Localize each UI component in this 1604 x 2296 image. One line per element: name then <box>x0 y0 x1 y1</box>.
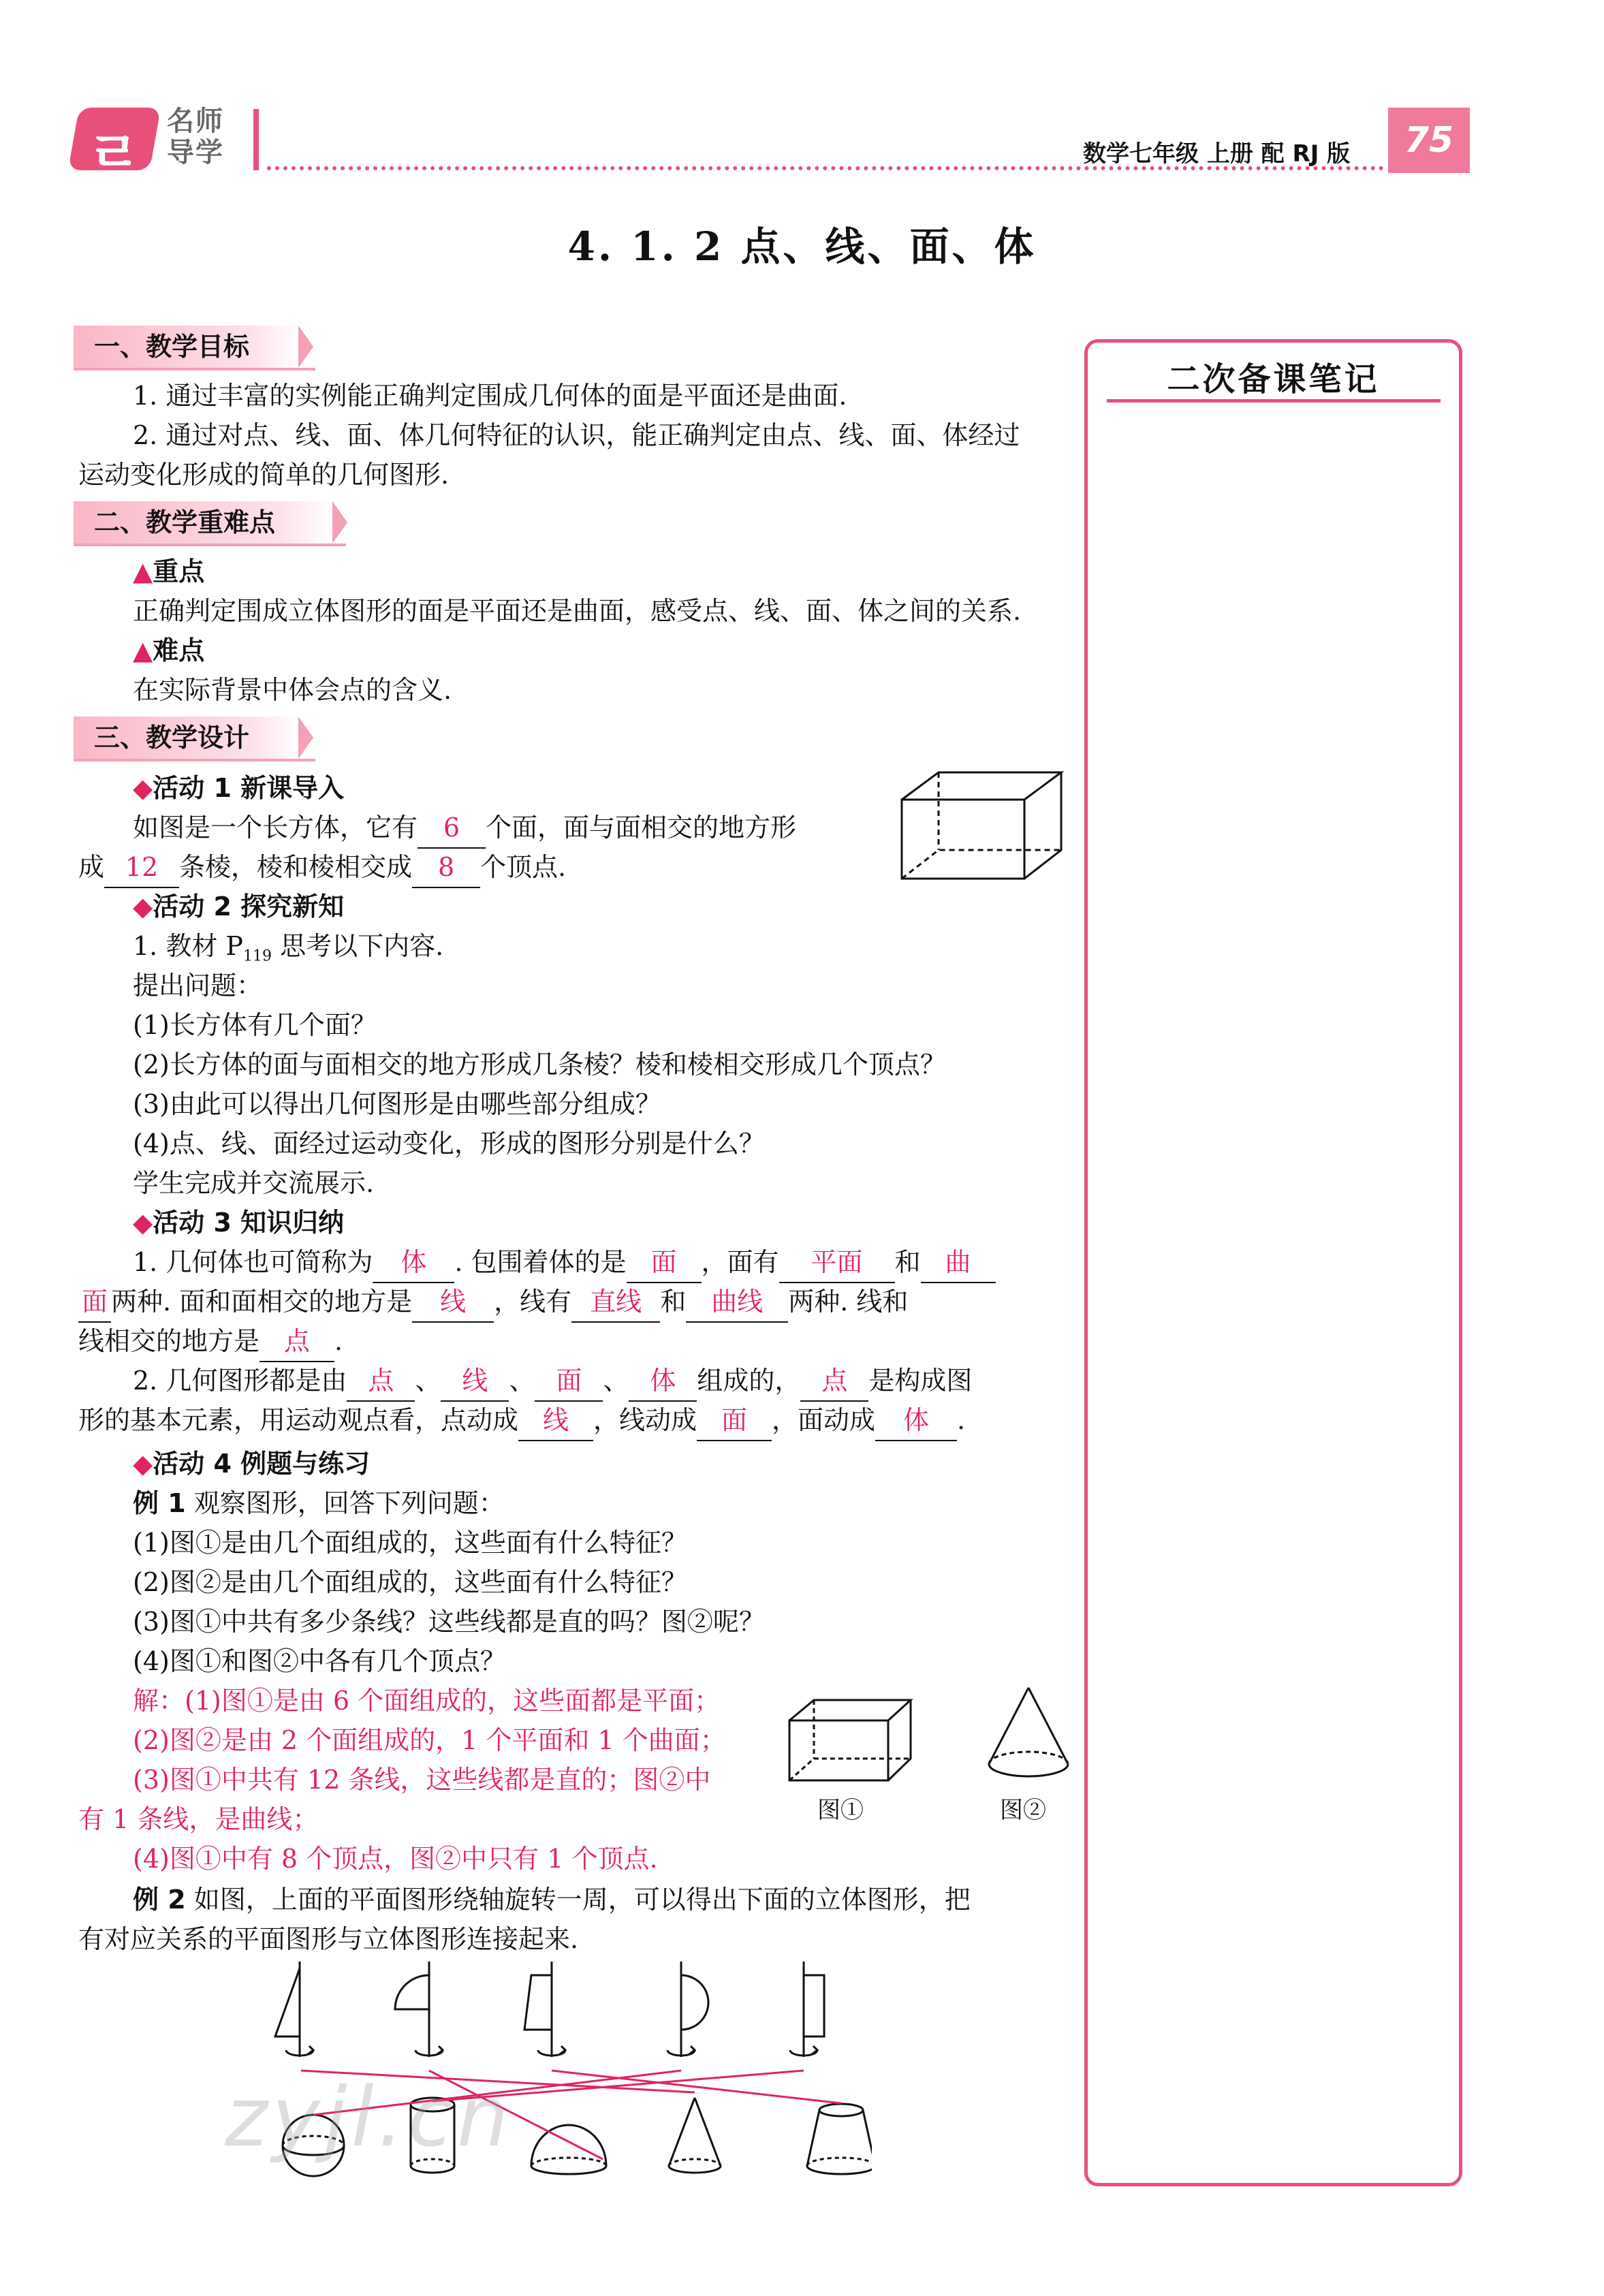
answer-blank: 8 <box>412 847 480 888</box>
solid-hemisphere <box>531 2125 606 2174</box>
activity-4-label <box>133 1444 370 1483</box>
goal-2a: 2. 通过对点、线、面、体几何特征的认识，能正确判定由点、线、面、体经过 <box>133 420 1020 450</box>
plane-figure-rectangle <box>790 1962 824 2057</box>
text: 是构成图 <box>868 1366 973 1396</box>
answer-2: (2)图②是由 2 个面组成的，1 个平面和 1 个曲面； <box>133 1725 726 1755</box>
plane-figure-triangle <box>275 1962 313 2057</box>
text: 观察图形，回答下列问题： <box>185 1488 505 1518</box>
text: ，面动成 <box>772 1405 876 1435</box>
triangle-icon: ▲ <box>133 635 153 665</box>
text: . <box>957 1405 966 1435</box>
key-label-text: 重点 <box>153 556 205 586</box>
figure-1-caption: 图① <box>817 1797 864 1824</box>
answer-3a: (3)图①中共有 12 条线，这些线都是直的；图②中 <box>133 1765 711 1795</box>
answer-blank: 面 <box>535 1361 603 1402</box>
text: 、 <box>509 1366 535 1396</box>
notes-title: 二次备课笔记 <box>1167 360 1380 398</box>
activity-2-line-2: 提出问题： <box>133 971 263 1001</box>
example-1-q1: (1)图①是由几个面组成的，这些面有什么特征？ <box>133 1528 687 1558</box>
text: 形的基本元素，用运动观点看，点动成 <box>78 1405 519 1435</box>
answer-1: 解：(1)图①是由 6 个面组成的，这些面都是平面； <box>133 1686 721 1716</box>
answer-blank: 面 <box>78 1282 111 1323</box>
goal-2b: 运动变化形成的简单的几何图形. <box>78 460 450 490</box>
answer-blank: 体 <box>373 1242 454 1283</box>
logo-icon: ㄹ <box>87 121 142 186</box>
answer-blank: 面 <box>697 1400 772 1441</box>
text: 条棱，棱和棱相交成 <box>179 852 413 882</box>
logo-text-2: 导学 <box>167 137 224 168</box>
activity-3-p2-line-1 <box>133 1361 972 1402</box>
answer-4: (4)图①中有 8 个顶点，图②中只有 1 个顶点. <box>133 1844 658 1874</box>
key-label <box>133 552 204 591</box>
example-2-line-2: 有对应关系的平面图形与立体图形连接起来. <box>78 1924 579 1954</box>
activity-4-title: 活动 4 例题与练习 <box>153 1449 371 1479</box>
answer-blank: 线 <box>518 1400 593 1441</box>
book-info: 数学七年级 上册 配 RJ 版 <box>1083 140 1351 168</box>
difficulty-label-text: 难点 <box>153 635 205 665</box>
answer-blank: 线 <box>441 1361 509 1402</box>
text: 如图，上面的平面图形绕轴旋转一周，可以得出下面的立体图形，把 <box>185 1885 971 1915</box>
activity-2-title: 活动 2 探究新知 <box>153 892 345 922</box>
figure-2-cone <box>981 1682 1076 1784</box>
section-underline <box>74 368 315 371</box>
notes-box <box>1084 339 1462 2186</box>
text: 个顶点. <box>480 852 567 882</box>
activity-3-title: 活动 3 知识归纳 <box>153 1208 345 1238</box>
activity-1-line-1 <box>133 808 796 849</box>
answer-blank: 线 <box>412 1282 494 1323</box>
watermark: zyjl.cn <box>225 2071 513 2165</box>
page-number: 75 <box>1388 108 1470 173</box>
answer-blank: 曲线 <box>686 1282 788 1323</box>
answer-blank: 直线 <box>571 1282 660 1323</box>
question-2: (2)长方体的面与面相交的地方形成几条棱？棱和棱相交形成几个顶点？ <box>133 1050 946 1080</box>
text: 和 <box>894 1247 921 1277</box>
logo-text <box>167 106 224 168</box>
question-4: (4)点、线、面经过运动变化，形成的图形分别是什么？ <box>133 1129 765 1159</box>
text: ，面有 <box>701 1247 779 1277</box>
diamond-icon: ◆ <box>133 1449 153 1479</box>
text: . 包围着体的是 <box>454 1247 627 1277</box>
solid-frustum <box>807 2104 872 2174</box>
text: 组成的， <box>697 1366 801 1396</box>
activity-3-p1-line-2 <box>78 1282 908 1323</box>
section-underline <box>74 544 346 546</box>
section-header-goals: 一、教学目标 <box>74 326 298 368</box>
text: 1. 几何体也可简称为 <box>133 1247 373 1277</box>
text: 成 <box>78 852 105 882</box>
logo-text-1: 名师 <box>167 106 224 137</box>
question-3: (3)由此可以得出几何图形是由哪些部分组成？ <box>133 1089 661 1119</box>
plane-figure-semicircle <box>667 1962 708 2057</box>
text: 2. 几何图形都是由 <box>133 1366 347 1396</box>
answer-blank: 12 <box>104 847 179 888</box>
diamond-icon: ◆ <box>133 1208 153 1238</box>
goal-1: 1. 通过丰富的实例能正确判定围成几何体的面是平面还是曲面. <box>133 381 847 411</box>
text: ，线动成 <box>593 1405 697 1435</box>
difficulty-text: 在实际背景中体会点的含义. <box>133 675 452 705</box>
answer-blank: 面 <box>627 1242 702 1283</box>
activity-3-label <box>133 1203 344 1242</box>
answer-3b: 有 1 条线，是曲线； <box>78 1804 319 1834</box>
figure-2-caption: 图② <box>1000 1797 1046 1824</box>
activity-3-p2-line-2 <box>78 1400 965 1441</box>
difficulty-label <box>133 631 204 670</box>
example-1-q2: (2)图②是由几个面组成的，这些面有什么特征？ <box>133 1567 687 1597</box>
cuboid-figure <box>898 768 1068 884</box>
activity-2-line-3: 学生完成并交流展示. <box>133 1168 375 1198</box>
figure-1-cuboid <box>787 1696 916 1784</box>
text: 、 <box>603 1366 629 1396</box>
example-2-label: 例 2 <box>133 1885 186 1915</box>
text: 如图是一个长方体，它有 <box>133 813 418 843</box>
answer-blank: 6 <box>418 808 486 849</box>
plane-figure-trapezoid <box>524 1962 565 2057</box>
diamond-icon: ◆ <box>133 892 153 922</box>
text: 个面，面与面相交的地方形 <box>486 813 797 843</box>
example-1-q3: (3)图①中共有多少条线？这些线都是直的吗？图②呢？ <box>133 1607 765 1637</box>
text: ，线有 <box>494 1287 572 1317</box>
text: 两种. 面和面相交的地方是 <box>111 1287 413 1317</box>
key-text: 正确判定围成立体图形的面是平面还是曲面，感受点、线、面、体之间的关系. <box>133 596 1022 626</box>
text: 思考以下内容. <box>271 931 444 961</box>
answer-blank: 平面 <box>779 1242 895 1283</box>
activity-1-title: 活动 1 新课导入 <box>153 773 345 803</box>
answer-blank: 点 <box>800 1361 868 1402</box>
plane-figure-quarter-circle <box>395 1962 443 2057</box>
solid-cone <box>669 2098 721 2173</box>
diamond-icon: ◆ <box>133 773 153 803</box>
activity-1-label <box>133 768 344 808</box>
section-header-design: 三、教学设计 <box>74 717 298 759</box>
activity-2-label <box>133 887 344 926</box>
page-subscript: 119 <box>242 947 272 965</box>
activity-1-line-2 <box>78 847 566 888</box>
section-header-key-points: 二、教学重难点 <box>74 501 332 544</box>
text: . <box>334 1326 343 1356</box>
section-underline <box>74 759 315 761</box>
activity-3-p1-line-1 <box>133 1242 996 1283</box>
answer-blank: 点 <box>260 1321 334 1362</box>
activity-3-p1-line-3 <box>78 1321 343 1362</box>
answer-blank: 体 <box>875 1400 957 1441</box>
page-title: 4. 1. 2 点、线、面、体 <box>567 223 1037 270</box>
triangle-icon: ▲ <box>133 556 153 586</box>
text: 1. 教材 P <box>133 931 243 961</box>
example-1-q4: (4)图①和图②中各有几个顶点？ <box>133 1646 506 1676</box>
answer-blank: 曲 <box>921 1242 996 1283</box>
answer-blank: 体 <box>629 1361 697 1402</box>
text: 、 <box>415 1366 441 1396</box>
text: 线相交的地方是 <box>78 1326 260 1356</box>
logo-divider <box>253 109 259 170</box>
text: 和 <box>660 1287 687 1317</box>
notes-title-underline <box>1107 399 1441 403</box>
example-2-line-1 <box>133 1880 971 1919</box>
question-1: (1)长方体有几个面？ <box>133 1010 377 1040</box>
answer-blank: 点 <box>347 1361 415 1402</box>
text: 两种. 线和 <box>788 1287 909 1317</box>
example-1-line <box>133 1483 505 1523</box>
example-1-label: 例 1 <box>133 1488 186 1518</box>
